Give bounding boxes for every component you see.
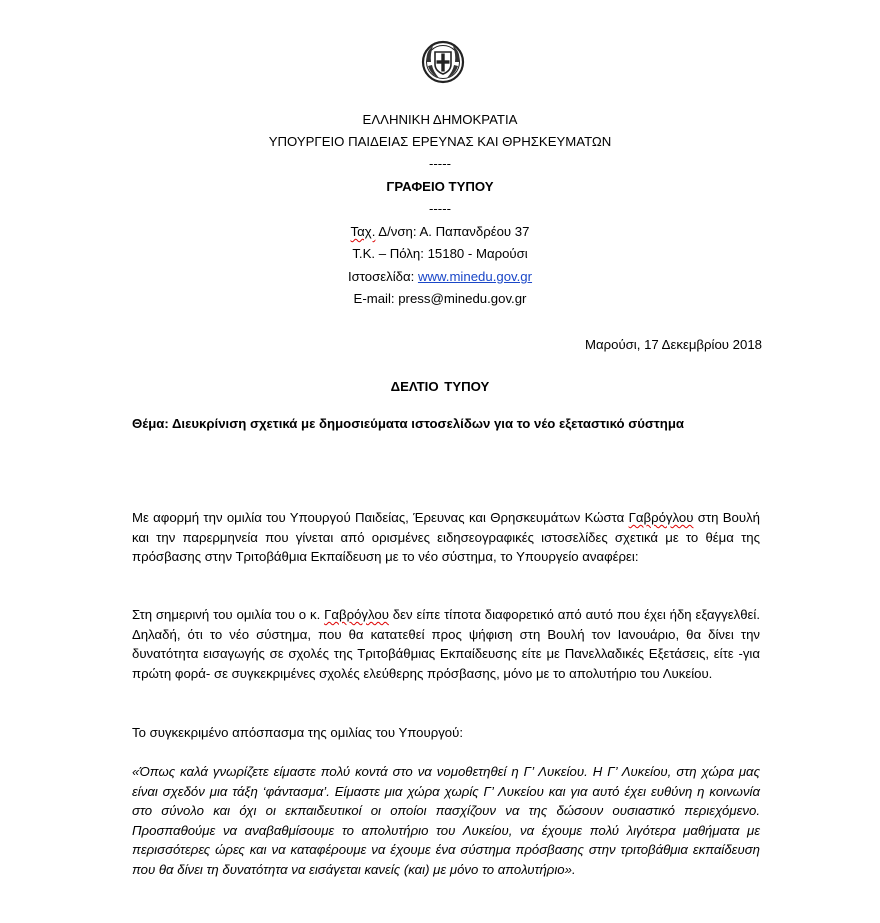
p2-text-b: δεν είπε τίποτα διαφορετικό από αυτό που έχει ήδη εξαγγελθεί. Δηλαδή, ότι το νέο σύστημα, που θα κατατεθεί προς ψήφιση στη Βουλή τον Ιανουάριο, θα δίνει την δυνατότητα εισαγωγής σε σχολές της Τριτοβάθμιας Εκπαίδευσης είτε με Πανελλαδικές Εξετάσεις, είτε -για πρώτη φορά- σε συγκεκριμένες σχολές ελεύθερης πρόσβασης, μόνο με το απολυτήριο του Λυκείου. — [132, 607, 761, 681]
p1-text-b: στη Βουλή και την παρερμηνεία που γίνεται από ορισμένες ειδησεογραφικές ιστοσελίδες σχετικά με το θέμα της πρόσβασης στην Τριτοβάθμια Εκπαίδευση με το νέο σύστημα, το Υπουργείο αναφέρει: — [132, 510, 761, 564]
document-title: ΔΕΛΤΙΟ ΤΥΠΟΥ — [390, 379, 490, 394]
document-subject: Θέμα: Διευκρίνιση σχετικά με δημοσιεύματα ιστοσελίδων για το νέο εξεταστικό σύστημα — [132, 416, 685, 431]
p1-name: Γαβρόγλου — [628, 510, 694, 525]
header-separator: ----- — [429, 156, 451, 171]
website-link[interactable]: www.minedu.gov.gr — [417, 269, 533, 284]
p2-name: Γαβρόγλου — [324, 607, 389, 622]
header-office: ΓΡΑΦΕΙΟ ΤΥΠΟΥ — [386, 179, 494, 194]
address-prefix: Ταχ. — [350, 224, 376, 239]
header-separator: ----- — [429, 201, 451, 216]
p1-text-a: Με αφορμή την ομιλία του Υπουργού Παιδείας, Έρευνας και Θρησκευμάτων Κώστα — [132, 510, 629, 525]
body-paragraph — [132, 605, 760, 683]
header-ministry: ΥΠΟΥΡΓΕΙΟ ΠΑΙΔΕΙΑΣ ΕΡΕΥΝΑΣ ΚΑΙ ΘΡΗΣΚΕΥΜΑΤΩΝ — [268, 134, 612, 149]
greek-state-emblem-icon — [421, 40, 465, 84]
body-paragraph — [132, 508, 760, 567]
header-website — [0, 267, 880, 286]
body-paragraph: Το συγκεκριμένο απόσπασμα της ομιλίας του Υπουργού: — [132, 725, 464, 740]
document-date: Μαρούσι, 17 Δεκεμβρίου 2018 — [585, 337, 762, 352]
website-label: Ιστοσελίδα: — [347, 269, 418, 284]
p2-text-a: Στη σημερινή του ομιλία του ο κ. — [132, 607, 325, 622]
minister-quote: «Όπως καλά γνωρίζετε είμαστε πολύ κοντά στο να νομοθετηθεί η Γ’ Λυκείου. Η Γ’ Λυκείου, στη χώρα μας είναι σχεδόν μια τάξη ‘φάντασμα’. Είμαστε μια χώρα χωρίς Γ’ Λυκείου και για αυτό έχει ευθύνη η κοινωνία στο σύνολο και όχι οι εκπαιδευτικοί οι οποίοι πασχίζουν να της δώσουν ουσιαστικό περιεχόμενο. Προσπαθούμε να αναβαθμίσουμε το απολυτήριο του Λυκείου, να έχουμε πολύ λιγότερα μαθήματα με περισσότερες ώρες και να καταφέρουμε να έχουμε ένα σύστημα πρόσβασης στην τριτοβάθμια εκπαίδευση που θα δίνει τη δυνατότητα να εισάγεται κανείς (και) με μόνο το απολυτήριο». — [132, 764, 760, 877]
header-postal: Τ.Κ. – Πόλη: 15180 - Μαρούσι — [352, 246, 528, 261]
header-address — [0, 222, 880, 241]
header-country: ΕΛΛΗΝΙΚΗ ΔΗΜΟΚΡΑΤΙΑ — [362, 112, 518, 127]
header-email: E-mail: press@minedu.gov.gr — [353, 291, 527, 306]
address-rest: Δ/νση: Α. Παπανδρέου 37 — [375, 224, 530, 239]
